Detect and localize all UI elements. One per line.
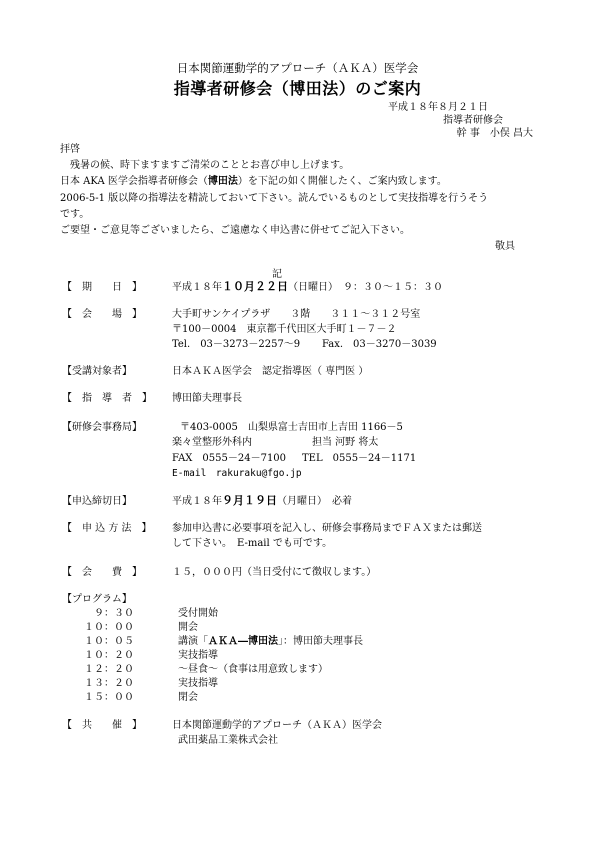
- deadline-value: [172, 492, 352, 508]
- sender-organization: 指導者研修会: [443, 115, 503, 126]
- date-time: （日曜日） ９：３０～１５：３０: [288, 282, 443, 293]
- closing: 敬具: [495, 241, 515, 252]
- method-line-1: 参加申込書に必要事項を記入し、研修会事務局までＦＡＸまたは郵送: [172, 523, 482, 534]
- office-label: 【研修会事務局】: [62, 422, 142, 433]
- date-label: 【 期 日 】: [62, 282, 142, 293]
- lecture-title: ＡＫＡ―博田法: [208, 636, 278, 647]
- date-year: 平成１８年: [172, 282, 222, 293]
- date-day: １０月２２日: [222, 280, 288, 293]
- sponsor-line-2: 武田薬品工業株式会社: [178, 735, 278, 746]
- program-item: 閉会: [178, 692, 198, 703]
- program-time: １０：０５: [84, 636, 134, 647]
- deadline-year: 平成１８年: [172, 496, 222, 507]
- lecture-speaker: 」：博田節夫理事長: [278, 636, 363, 647]
- program-item: 実技指導: [178, 650, 218, 661]
- deadline-day: ９月１９日: [222, 494, 277, 507]
- deadline-note: （月曜日） 必着: [277, 496, 352, 507]
- greeting: 拝啓: [60, 144, 80, 155]
- instructor-value: 博田節夫理事長: [172, 393, 242, 404]
- date-value: [172, 278, 443, 294]
- program-time: １５：００: [84, 692, 134, 703]
- program-item: 実技指導: [178, 678, 218, 689]
- venue-fax: Fax. 03－3270－3039: [322, 339, 437, 350]
- lecture-prefix: 講演「: [178, 636, 208, 647]
- sender-name: 幹 事 小俣 昌大: [456, 128, 533, 139]
- fee-label: 【 会 費 】: [62, 567, 142, 578]
- venue-label: 【 会 場 】: [62, 309, 142, 320]
- target-value: 日本ＡＫＡ医学会 認定指導医（ 専門医 ）: [172, 366, 369, 377]
- office-clinic: 楽々堂整形外科内: [172, 437, 252, 448]
- organization-name: 日本関節運動学的アプローチ（ＡＫＡ）医学会: [176, 61, 419, 75]
- program-time: １０：２０: [84, 650, 134, 661]
- venue-tel: Tel. 03－3273－2257～9: [172, 339, 301, 350]
- office-contact: 担当 河野 将太: [312, 437, 379, 448]
- target-label: 【受講対象者】: [62, 366, 132, 377]
- program-item: 受付開始: [178, 608, 218, 619]
- office-tel: TEL 0555－24－1171: [302, 453, 417, 464]
- program-time: １０：００: [84, 622, 134, 633]
- program-label: 【プログラム】: [62, 594, 132, 605]
- method-line-2: して下さい。 E-mail でも可です。: [172, 538, 333, 549]
- program-time: ９：３０: [94, 608, 134, 619]
- method-label: 【 申 込 方 法 】: [62, 523, 152, 534]
- program-item: 開会: [178, 622, 198, 633]
- program-time: １２：２０: [84, 664, 134, 675]
- ki-marker: 記: [272, 269, 282, 280]
- document-title: 指導者研修会（博田法）のご案内: [173, 79, 422, 98]
- paragraph-4: ご要望・ご意見等ございましたら、ご遠慮なく申込書に併せてご記入下さい。: [60, 225, 410, 236]
- venue-name: 大手町サンケイプラザ ３階 ３１１～３１２号室: [172, 309, 421, 320]
- office-fax: FAX 0555－24－7100: [172, 453, 287, 464]
- instructor-label: 【 指 導 者 】: [62, 393, 152, 404]
- paragraph-1: 残暑の候、時下ますますご清栄のこととお喜び申し上げます。: [70, 160, 350, 171]
- sponsor-label: 【 共 催 】: [62, 720, 142, 731]
- sponsor-line-1: 日本関節運動学的アプローチ（ＡＫＡ）医学会: [172, 720, 382, 731]
- fee-value: １５，０００円（当日受付にて徴収します。）: [172, 567, 377, 578]
- paragraph-2-text: 日本 AKA 医学会指導者研修会（: [60, 176, 208, 187]
- program-item: [178, 632, 363, 647]
- paragraph-2: [60, 172, 447, 187]
- deadline-label: 【申込締切日】: [62, 496, 132, 507]
- program-time: １３：２０: [84, 678, 134, 689]
- paragraph-2-text-end: ）を下記の如く開催したく、ご案内致します。: [237, 176, 447, 187]
- issue-date: 平成１８年８月２１日: [388, 102, 488, 113]
- office-address: 〒403-0005 山梨県富士吉田市上吉田 1166－5: [180, 422, 403, 433]
- venue-address: 〒100－0004 東京都千代田区大手町１－７－２: [172, 324, 397, 335]
- office-email: E-mail rakuraku@fgo.jp: [172, 468, 302, 479]
- paragraph-3: 2006-5-1 版以降の指導法を精読しておいて下さい。読んでいるものとして実技指導を行うそう: [60, 193, 489, 204]
- program-item: ～昼食～（食事は用意致します）: [178, 664, 328, 675]
- paragraph-3-cont: です。: [60, 209, 90, 220]
- paragraph-2-method: 博田法: [207, 176, 238, 187]
